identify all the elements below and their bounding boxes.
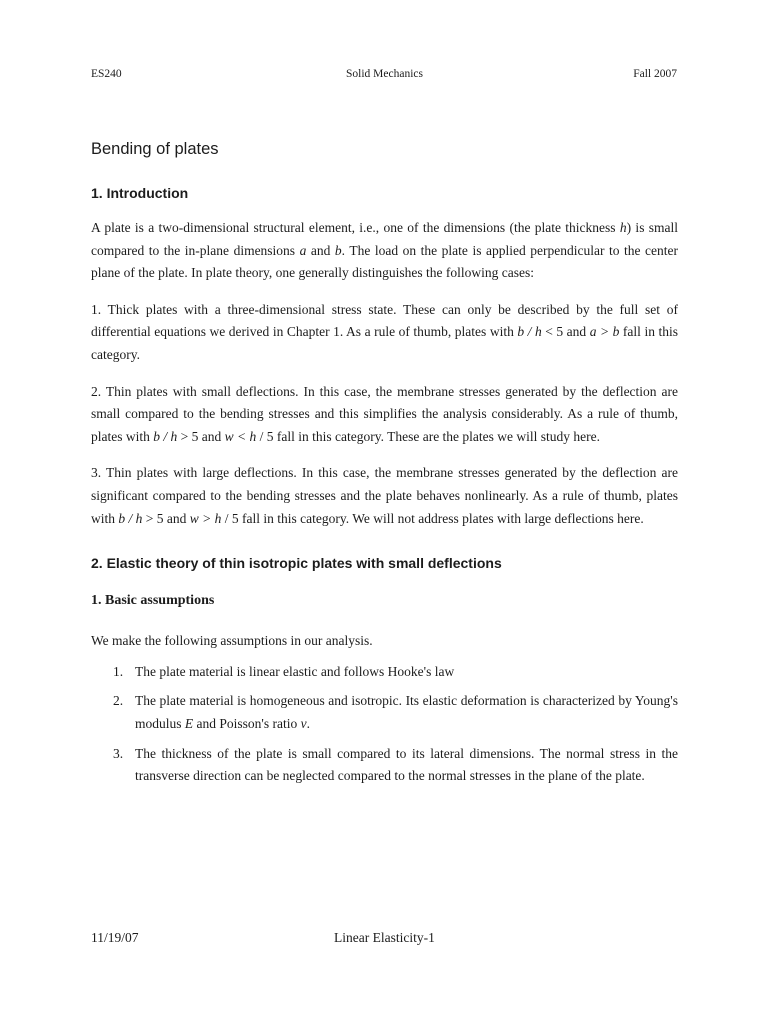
list-item [91, 743, 678, 788]
paragraph-plate-definition [91, 217, 678, 285]
var-E: E [184, 715, 194, 731]
text-run: and [306, 242, 335, 258]
text-run: fall in this category. [91, 324, 678, 362]
var-b: b [334, 242, 342, 258]
list-number: 3. [113, 745, 124, 761]
text-run: ) is small compared to the in-plane dimensions [91, 220, 679, 258]
text-run: and Poisson's ratio [193, 715, 301, 731]
text-run: The plate material is homogeneous and isotropic. Its elastic deformation is characterized by Young's modulus [135, 693, 678, 731]
subsection-heading-basic-assumptions: 1. Basic assumptions [91, 593, 215, 609]
list-item [91, 661, 678, 684]
text-run: > 5 and [177, 428, 225, 444]
list-number: 1. [113, 663, 124, 679]
text-run: The plate material is linear elastic and follows Hooke's law [135, 663, 455, 679]
header-course: ES240 [91, 68, 122, 80]
assumptions-list [91, 661, 678, 788]
section-heading-elastic-theory: 2. Elastic theory of thin isotropic plates with small deflections [91, 555, 502, 572]
condition-w-h: w < h [224, 428, 257, 444]
text-run: / 5 fall in this category. These are the plates we will study here. [256, 428, 601, 444]
text-run: The thickness of the plate is small compared to its lateral dimensions. The normal stress in the transverse direction can be neglected compared to the normal stresses in the plane of the plate. [135, 745, 678, 784]
text-run: 1. Thick plates with a three-dimensional stress state. These can only be described by the full set of differential equations we derived in Chapter 1. As a rule of thumb, plates with [91, 301, 678, 340]
ratio-b-h: b / h [517, 324, 542, 340]
document-body [91, 138, 678, 795]
condition-a-b: a > b [589, 324, 620, 340]
page-header [91, 68, 677, 82]
text-run: 3. Thin plates with large deflections. In this case, the membrane stresses generated by the deflection are significant compared to the bending stresses and the plate behaves nonlinearly. As a rule of thumb, plates with [91, 465, 678, 526]
paragraph-thin-large-deflection [91, 462, 678, 530]
var-h: h [619, 220, 627, 235]
condition-w-h: w > h [189, 510, 222, 526]
text-run: > 5 and [142, 510, 190, 526]
list-number: 2. [113, 693, 124, 709]
document-title: Bending of plates [91, 140, 219, 158]
header-term: Fall 2007 [633, 68, 677, 80]
text-run: . [306, 715, 310, 731]
text-run: . The load on the plate is applied perpendicular to the center plane of the plate. In plate theory, one generally distinguishes the following cases: [91, 242, 679, 281]
ratio-b-h: b / h [153, 428, 178, 444]
paragraph-assumptions-intro: We make the following assumptions in our analysis. [91, 633, 373, 649]
var-nu: ν [300, 715, 307, 731]
section-heading-introduction: 1. Introduction [91, 185, 189, 201]
ratio-b-h: b / h [118, 510, 143, 526]
list-item [91, 690, 678, 735]
footer-date: 11/19/07 [91, 930, 139, 945]
text-run: 2. Thin plates with small deflections. In this case, the membrane stresses generated by the deflection are small compared to the bending stresses and this simplifies the analysis considerably. As a rule of thumb, plates with [91, 383, 678, 444]
paragraph-thin-small-deflection [91, 381, 678, 449]
text-run: / 5 fall in this category. We will not address plates with large deflections here. [221, 510, 644, 526]
page-footer [91, 930, 677, 948]
header-subject: Solid Mechanics [346, 68, 423, 80]
paragraph-thick-plates [91, 299, 678, 367]
var-a: a [299, 242, 307, 258]
text-run: A plate is a two-dimensional structural element, i.e., one of the dimensions (the plate thickness [91, 220, 620, 235]
text-run: < 5 and [541, 324, 590, 340]
footer-page-label: Linear Elasticity-1 [334, 930, 435, 945]
